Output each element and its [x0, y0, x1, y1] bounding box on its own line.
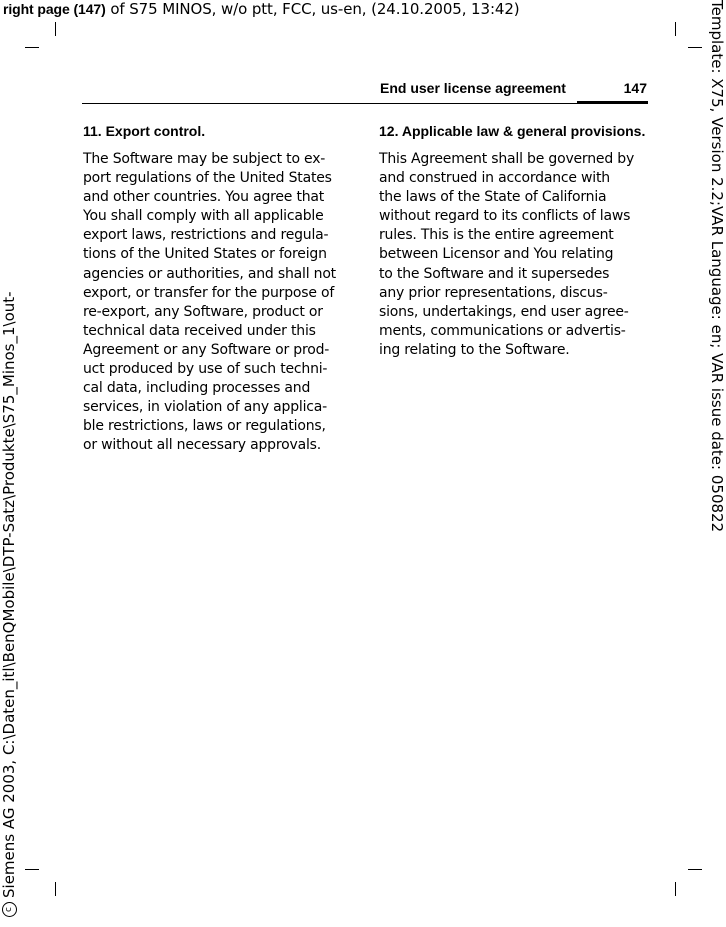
section-export-control	[83, 122, 351, 456]
crop-mark	[675, 882, 676, 896]
section-applicable-law	[379, 122, 647, 360]
text-line: the laws of the State of California	[379, 189, 607, 206]
page-label: right page (147)	[3, 1, 106, 17]
crop-mark	[688, 47, 702, 48]
header-rule-accent	[577, 101, 648, 104]
text-line: services, in violation of any applica-	[83, 399, 328, 416]
text-line: and other countries. You agree that	[83, 189, 325, 206]
running-header-title: End user license agreement	[380, 80, 566, 96]
text-line: The Software may be subject to ex-	[83, 151, 326, 167]
text-line: rules. This is the entire agreement	[379, 227, 614, 244]
text-line: cal data, including processes and	[83, 380, 311, 397]
crop-mark	[25, 47, 39, 48]
text-line: You shall comply with all applicable	[83, 208, 324, 225]
print-meta-line	[3, 0, 520, 18]
section-heading: 12. Applicable law & general provisions.	[379, 123, 646, 139]
text-line: Agreement or any Software or prod-	[83, 341, 330, 358]
text-line: port regulations of the United States	[83, 170, 332, 187]
text-line: without regard to its conflicts of laws	[379, 208, 631, 225]
crop-mark	[688, 869, 702, 870]
text-line: technical data received under this	[83, 322, 316, 339]
header-rule	[82, 103, 648, 104]
text-line: and construed in accordance with	[379, 170, 610, 187]
crop-mark	[675, 22, 676, 36]
text-line: or without all necessary approvals.	[83, 437, 321, 454]
text-line: uct produced by use of such techni-	[83, 361, 328, 378]
template-info: Template: X75, Version 2.2;VAR Language: en; VAR issue date: 050822	[708, 0, 726, 533]
text-line: re-export, any Software, product or	[83, 303, 323, 320]
section-heading: 11. Export control.	[83, 123, 206, 139]
page-info: of S75 MINOS, w/o ptt, FCC, us-en, (24.10.2005, 13:42)	[105, 0, 520, 18]
text-line: sions, undertakings, end user agree-	[379, 303, 629, 320]
text-line: agencies or authorities, and shall not	[83, 265, 336, 282]
page-number: 147	[623, 80, 647, 96]
crop-mark	[25, 869, 39, 870]
text-line: export, or transfer for the purpose of	[83, 284, 335, 301]
text-line: any prior representations, discus-	[379, 284, 608, 301]
text-line: to the Software and it supersedes	[379, 265, 610, 282]
text-line: tions of the United States or foreign	[83, 246, 327, 263]
copyright-path: Siemens AG 2003, C:\Daten_itl\BenQMobile\DTP-Satz\Produkte\S75_Minos_1\out-	[0, 291, 18, 898]
crop-mark	[55, 22, 56, 36]
text-line: ments, communications or advertis-	[379, 322, 626, 339]
text-line: ing relating to the Software.	[379, 341, 570, 358]
copyright-line	[0, 291, 18, 917]
text-line: ble restrictions, laws or regulations,	[83, 418, 326, 435]
text-line: export laws, restrictions and regula-	[83, 227, 329, 244]
copyright-icon: c	[2, 902, 17, 917]
text-line: This Agreement shall be governed by	[379, 151, 635, 167]
text-line: between Licensor and You relating	[379, 246, 614, 263]
crop-mark	[55, 882, 56, 896]
